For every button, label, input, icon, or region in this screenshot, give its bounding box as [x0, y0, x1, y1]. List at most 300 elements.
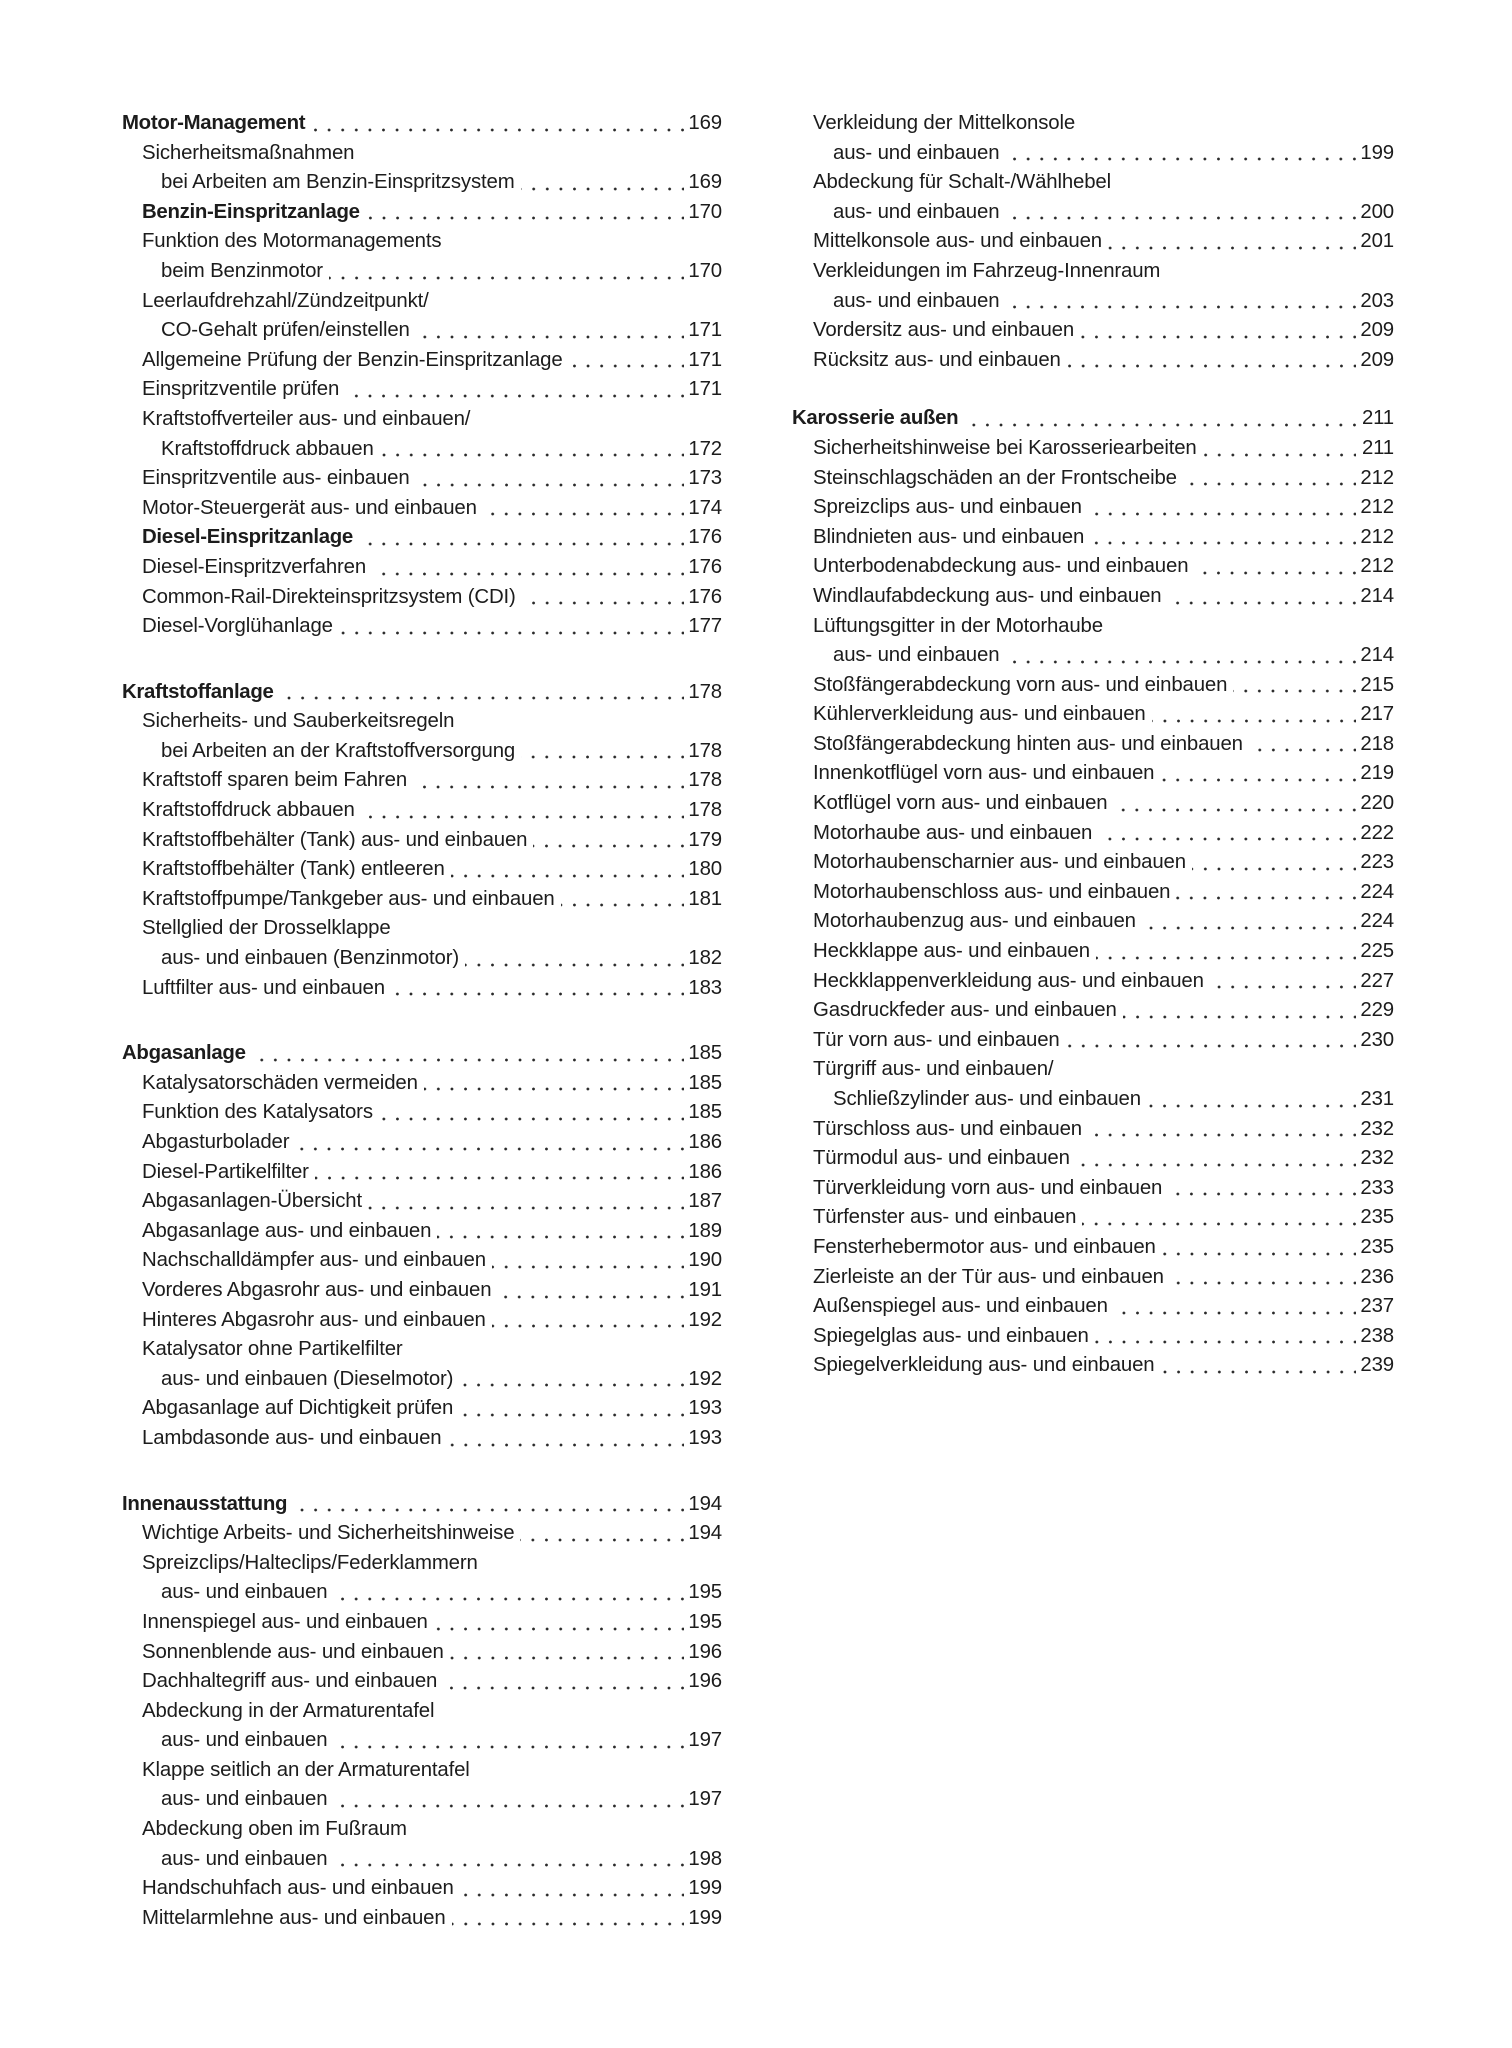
toc-entry-page-number: 233	[1360, 1176, 1394, 1199]
toc-entry-title: Sonnenblende aus- und einbauen	[142, 1638, 450, 1668]
toc-entry[interactable]	[122, 737, 722, 767]
toc-entry[interactable]	[792, 819, 1394, 849]
toc-entry[interactable]	[792, 1085, 1394, 1115]
dot-leader	[1082, 1203, 1356, 1233]
toc-entry-title: aus- und einbauen (Benzinmotor)	[161, 944, 465, 974]
toc-entry[interactable]	[122, 1726, 722, 1756]
toc-entry[interactable]	[122, 707, 722, 737]
toc-entry-page-number: 230	[1360, 1028, 1394, 1051]
toc-entry-title: Kraftstoffpumpe/Tankgeber aus- und einbauen	[142, 885, 561, 915]
toc-entry[interactable]	[792, 346, 1394, 376]
toc-entry-title: Kraftstoffbehälter (Tank) entleeren	[142, 855, 451, 885]
toc-entry-title: Türmodul aus- und einbauen	[813, 1144, 1076, 1174]
toc-entry[interactable]	[122, 287, 722, 317]
dot-leader	[333, 1578, 684, 1608]
toc-entry[interactable]	[122, 494, 722, 524]
toc-entry[interactable]	[792, 759, 1394, 789]
toc-entry-title: Hinteres Abgasrohr aus- und einbauen	[142, 1306, 492, 1336]
dot-leader	[434, 1608, 684, 1638]
toc-entry-title: Verkleidungen im Fahrzeug-Innenraum	[813, 257, 1166, 287]
dot-leader	[1123, 996, 1356, 1026]
toc-entry-page-number: 192	[688, 1308, 722, 1331]
toc-entry[interactable]	[792, 1322, 1394, 1352]
dot-leader	[380, 435, 684, 465]
toc-entry[interactable]	[122, 1638, 722, 1668]
toc-entry[interactable]	[792, 582, 1394, 612]
dot-leader	[521, 737, 684, 767]
toc-entry-page-number: 169	[688, 112, 722, 134]
toc-entry-title: Außenspiegel aus- und einbauen	[813, 1292, 1114, 1322]
toc-entry-page-number: 194	[688, 1522, 722, 1545]
toc-entry-page-number: 209	[1360, 348, 1394, 371]
toc-entry[interactable]	[122, 1578, 722, 1608]
toc-entry[interactable]	[122, 1697, 722, 1727]
toc-entry-title: Diesel-Partikelfilter	[142, 1158, 315, 1188]
toc-entry-page-number: 178	[688, 799, 722, 822]
dot-leader	[1005, 198, 1356, 228]
toc-entry[interactable]	[792, 848, 1394, 878]
toc-section-heading[interactable]	[122, 678, 722, 708]
dot-leader	[520, 1519, 684, 1549]
toc-entry[interactable]	[792, 612, 1394, 642]
toc-entry[interactable]	[122, 885, 722, 915]
toc-entry[interactable]	[122, 1815, 722, 1845]
toc-entry-page-number: 187	[688, 1190, 722, 1213]
toc-entry-page-number: 170	[688, 259, 722, 282]
toc-entry-title: Spreizclips/Halteclips/Federklammern	[142, 1549, 484, 1579]
dot-leader	[1076, 1144, 1356, 1174]
toc-entry[interactable]	[792, 996, 1394, 1026]
toc-entry-title: Kraftstoffdruck abbauen	[161, 435, 380, 465]
toc-entry-page-number: 185	[688, 1071, 722, 1094]
dot-leader	[451, 855, 684, 885]
dot-leader	[345, 375, 684, 405]
dot-leader	[1183, 464, 1356, 494]
toc-entry[interactable]	[122, 974, 722, 1004]
toc-entry[interactable]	[122, 796, 722, 826]
toc-entry[interactable]	[122, 1549, 722, 1579]
toc-entry[interactable]	[122, 1756, 722, 1786]
toc-entry-title: Heckklappe aus- und einbauen	[813, 937, 1096, 967]
toc-entry-page-number: 186	[688, 1131, 722, 1153]
toc-entry-page-number: 196	[688, 1640, 722, 1663]
toc-entry[interactable]	[792, 1026, 1394, 1056]
toc-entry-title: Abdeckung in der Armaturentafel	[142, 1697, 440, 1727]
toc-entry-title: Handschuhfach aus- und einbauen	[142, 1874, 460, 1904]
toc-entry-page-number: 211	[1361, 436, 1394, 459]
toc-entry[interactable]	[792, 937, 1394, 967]
toc-entry[interactable]	[122, 1785, 722, 1815]
toc-entry-page-number: 224	[1360, 880, 1394, 903]
dot-leader	[459, 1394, 684, 1424]
dot-leader	[1088, 493, 1356, 523]
toc-entry-page-number: 195	[688, 1610, 722, 1633]
toc-entry-title: Abgasanlagen-Übersicht	[142, 1187, 368, 1217]
toc-entry[interactable]	[792, 1263, 1394, 1293]
dot-leader	[1170, 1263, 1356, 1293]
toc-entry[interactable]	[792, 967, 1394, 997]
dot-leader	[1114, 1292, 1356, 1322]
toc-entry[interactable]	[792, 789, 1394, 819]
toc-entry-title: Unterbodenabdeckung aus- und einbauen	[813, 552, 1194, 582]
dot-leader	[1249, 730, 1356, 760]
toc-entry-page-number: 195	[688, 1581, 722, 1604]
toc-entry[interactable]	[792, 227, 1394, 257]
dot-leader	[1168, 1174, 1356, 1204]
toc-entry-page-number: 222	[1360, 821, 1394, 844]
toc-entry[interactable]	[122, 1246, 722, 1276]
toc-entry[interactable]	[122, 375, 722, 405]
toc-entry-page-number: 181	[688, 887, 722, 910]
toc-entry-title: Lambdasonde aus- und einbauen	[142, 1424, 448, 1454]
toc-entry-title: Katalysator ohne Partikelfilter	[142, 1335, 409, 1365]
toc-entry-title: Abgasanlage	[122, 1039, 252, 1069]
toc-entry-title: Kraftstoffverteiler aus- und einbauen/	[142, 405, 476, 435]
toc-entry-title: Schließzylinder aus- und einbauen	[833, 1085, 1147, 1115]
dot-leader	[1005, 641, 1356, 671]
toc-entry[interactable]	[122, 1874, 722, 1904]
toc-entry-title: Katalysatorschäden vermeiden	[142, 1069, 424, 1099]
toc-entry[interactable]	[122, 198, 722, 228]
toc-entry-page-number: 235	[1360, 1206, 1394, 1229]
toc-entry[interactable]	[792, 1292, 1394, 1322]
dot-leader	[293, 1490, 684, 1520]
toc-section	[122, 678, 722, 1004]
dot-leader	[450, 1638, 684, 1668]
toc-entry-title: Dachhaltegriff aus- und einbauen	[142, 1667, 443, 1697]
toc-entry[interactable]	[122, 1187, 722, 1217]
toc-entry-title: Vordersitz aus- und einbauen	[813, 316, 1080, 346]
toc-entry-title: aus- und einbauen	[161, 1785, 333, 1815]
toc-entry-title: beim Benzinmotor	[161, 257, 329, 287]
toc-entry[interactable]	[122, 1608, 722, 1638]
toc-entry-page-number: 214	[1360, 644, 1394, 667]
toc-entry-title: Motor-Steuergerät aus- und einbauen	[142, 494, 483, 524]
toc-entry-page-number: 192	[688, 1367, 722, 1390]
dot-leader	[359, 523, 684, 553]
toc-section-heading[interactable]	[122, 1039, 722, 1069]
toc-entry-title: Stoßfängerabdeckung vorn aus- und einbauen	[813, 671, 1233, 701]
toc-entry-title: Allgemeine Prüfung der Benzin-Einspritzanlage	[142, 346, 569, 376]
toc-entry[interactable]	[792, 1233, 1394, 1263]
dot-leader	[333, 1785, 684, 1815]
toc-entry-page-number: 179	[688, 828, 722, 851]
toc-entry-page-number: 198	[688, 1847, 722, 1870]
toc-entry-title: Funktion des Motormanagements	[142, 227, 447, 257]
toc-entry[interactable]	[792, 109, 1394, 139]
toc-entry[interactable]	[792, 1115, 1394, 1145]
dot-leader	[416, 316, 684, 346]
toc-entry-page-number: 178	[688, 739, 722, 762]
toc-entry-page-number: 176	[688, 555, 722, 578]
dot-leader	[295, 1128, 684, 1158]
toc-entry-page-number: 224	[1360, 910, 1394, 933]
toc-entry[interactable]	[122, 1098, 722, 1128]
dot-leader	[1066, 1026, 1356, 1056]
toc-entry[interactable]	[122, 612, 722, 642]
dot-leader	[1090, 523, 1356, 553]
toc-entry[interactable]	[792, 552, 1394, 582]
toc-entry-page-number: 200	[1360, 200, 1394, 223]
dot-leader	[333, 1845, 684, 1875]
toc-entry-title: Klappe seitlich an der Armaturentafel	[142, 1756, 476, 1786]
toc-entry-page-number: 176	[688, 526, 722, 549]
toc-entry-title: Steinschlagschäden an der Frontscheibe	[813, 464, 1183, 494]
dot-leader	[339, 612, 684, 642]
toc-entry[interactable]	[792, 139, 1394, 169]
toc-section	[792, 109, 1394, 375]
toc-section-heading[interactable]	[792, 404, 1394, 434]
toc-entry[interactable]	[792, 1203, 1394, 1233]
toc-entry[interactable]	[122, 826, 722, 856]
dot-leader	[361, 796, 684, 826]
toc-entry-page-number: 196	[688, 1670, 722, 1693]
toc-section-heading[interactable]	[122, 1490, 722, 1520]
toc-section	[122, 1490, 722, 1934]
dot-leader	[443, 1667, 684, 1697]
toc-entry-title: Funktion des Katalysators	[142, 1098, 379, 1128]
toc-entry-title: Einspritzventile aus- einbauen	[142, 464, 416, 494]
toc-entry-page-number: 220	[1360, 792, 1394, 815]
dot-leader	[1152, 700, 1356, 730]
dot-leader	[497, 1276, 684, 1306]
toc-entry[interactable]	[792, 523, 1394, 553]
toc-entry-page-number: 214	[1360, 584, 1394, 607]
toc-entry-title: aus- und einbauen	[161, 1726, 333, 1756]
dot-leader	[533, 826, 684, 856]
toc-entry-title: Nachschalldämpfer aus- und einbauen	[142, 1246, 492, 1276]
toc-entry[interactable]	[122, 1158, 722, 1188]
toc-entry-page-number: 225	[1360, 940, 1394, 963]
toc-entry[interactable]	[122, 1335, 722, 1365]
dot-leader	[465, 944, 684, 974]
toc-entry-title: Abdeckung für Schalt-/Wählhebel	[813, 168, 1117, 198]
toc-entry[interactable]	[792, 878, 1394, 908]
toc-entry-title: Kühlerverkleidung aus- und einbauen	[813, 700, 1152, 730]
toc-entry[interactable]	[792, 316, 1394, 346]
toc-entry-title: Abgasanlage auf Dichtigkeit prüfen	[142, 1394, 459, 1424]
toc-entry-title: Innenausstattung	[122, 1490, 293, 1520]
toc-entry[interactable]	[122, 1128, 722, 1158]
toc-entry-title: Spreizclips aus- und einbauen	[813, 493, 1088, 523]
toc-entry-title: Stoßfängerabdeckung hinten aus- und einbauen	[813, 730, 1249, 760]
toc-entry-title: Mittelkonsole aus- und einbauen	[813, 227, 1108, 257]
toc-entry-title: aus- und einbauen	[833, 287, 1005, 317]
toc-entry[interactable]	[122, 227, 722, 257]
dot-leader	[522, 583, 684, 613]
toc-entry-title: Diesel-Einspritzanlage	[142, 523, 359, 553]
toc-entry-title: bei Arbeiten an der Kraftstoffversorgung	[161, 737, 521, 767]
toc-entry-page-number: 177	[688, 615, 722, 638]
toc-section-heading[interactable]	[122, 109, 722, 139]
toc-entry[interactable]	[122, 855, 722, 885]
dot-leader	[1194, 552, 1356, 582]
toc-entry-title: Türfenster aus- und einbauen	[813, 1203, 1082, 1233]
toc-entry[interactable]	[792, 464, 1394, 494]
dot-leader	[368, 1187, 684, 1217]
toc-entry-title: CO-Gehalt prüfen/einstellen	[161, 316, 416, 346]
dot-leader	[1203, 434, 1356, 464]
toc-entry[interactable]	[792, 257, 1394, 287]
toc-entry-page-number: 217	[1360, 703, 1394, 726]
toc-entry-title: Mittelarmlehne aus- und einbauen	[142, 1904, 452, 1934]
toc-entry[interactable]	[122, 435, 722, 465]
toc-entry-title: Kraftstoff sparen beim Fahren	[142, 766, 413, 796]
dot-leader	[452, 1904, 684, 1934]
dot-leader	[1192, 848, 1356, 878]
toc-entry[interactable]	[122, 523, 722, 553]
dot-leader	[329, 257, 684, 287]
dot-leader	[1176, 878, 1356, 908]
toc-entry[interactable]	[122, 766, 722, 796]
dot-leader	[1161, 1351, 1357, 1381]
toc-entry[interactable]	[792, 434, 1394, 464]
toc-entry-title: Abgasanlage aus- und einbauen	[142, 1217, 437, 1247]
toc-entry-title: Türschloss aus- und einbauen	[813, 1115, 1088, 1145]
toc-entry[interactable]	[792, 1055, 1394, 1085]
toc-entry-page-number: 229	[1360, 999, 1394, 1022]
toc-entry-page-number: 223	[1360, 851, 1394, 874]
toc-entry-title: aus- und einbauen	[161, 1578, 333, 1608]
toc-entry[interactable]	[792, 907, 1394, 937]
dot-leader	[280, 678, 684, 708]
toc-entry-title: bei Arbeiten am Benzin-Einspritzsystem	[161, 168, 521, 198]
dot-leader	[1147, 1085, 1356, 1115]
toc-entry-title: Motor-Management	[122, 109, 311, 139]
toc-entry-page-number: 182	[688, 947, 722, 970]
toc-entry-title: Kraftstoffbehälter (Tank) aus- und einbauen	[142, 826, 533, 856]
toc-entry-page-number: 237	[1360, 1295, 1394, 1318]
dot-leader	[1142, 907, 1356, 937]
toc-section	[792, 404, 1394, 1381]
dot-leader	[483, 494, 684, 524]
toc-entry-page-number: 199	[1360, 141, 1394, 164]
dot-leader	[1098, 819, 1356, 849]
toc-entry[interactable]	[122, 1845, 722, 1875]
toc-entry-title: Vorderes Abgasrohr aus- und einbauen	[142, 1276, 497, 1306]
toc-entry-page-number: 197	[688, 1788, 722, 1811]
dot-leader	[1067, 346, 1356, 376]
dot-leader	[372, 553, 684, 583]
toc-entry[interactable]	[792, 641, 1394, 671]
toc-entry[interactable]	[122, 1217, 722, 1247]
toc-entry[interactable]	[792, 700, 1394, 730]
toc-entry[interactable]	[122, 1394, 722, 1424]
toc-entry-page-number: 169	[688, 171, 722, 194]
dot-leader	[424, 1069, 684, 1099]
toc-entry-page-number: 199	[688, 1906, 722, 1929]
toc-entry-title: Kraftstoffdruck abbauen	[142, 796, 361, 826]
toc-entry-page-number: 171	[688, 319, 722, 342]
toc-entry[interactable]	[792, 493, 1394, 523]
toc-entry-page-number: 176	[688, 585, 722, 608]
toc-entry[interactable]	[122, 1365, 722, 1395]
toc-entry-title: Einspritzventile prüfen	[142, 375, 345, 405]
toc-entry-page-number: 180	[688, 858, 722, 881]
toc-entry-title: Innenkotflügel vorn aus- und einbauen	[813, 759, 1160, 789]
toc-entry[interactable]	[792, 168, 1394, 198]
toc-left-column	[122, 109, 722, 1933]
toc-entry[interactable]	[122, 168, 722, 198]
toc-entry-title: aus- und einbauen	[833, 641, 1005, 671]
toc-right-column	[792, 109, 1394, 1381]
dot-leader	[1005, 287, 1356, 317]
dot-leader	[391, 974, 684, 1004]
toc-entry-page-number: 178	[688, 769, 722, 792]
dot-leader	[459, 1365, 684, 1395]
dot-leader	[460, 1874, 684, 1904]
toc-entry-title: Sicherheits- und Sauberkeitsregeln	[142, 707, 460, 737]
toc-entry-title: Motorhaubenzug aus- und einbauen	[813, 907, 1142, 937]
toc-entry[interactable]	[122, 405, 722, 435]
toc-entry[interactable]	[122, 944, 722, 974]
toc-entry[interactable]	[122, 1276, 722, 1306]
toc-entry[interactable]	[122, 553, 722, 583]
toc-entry[interactable]	[122, 1519, 722, 1549]
toc-entry[interactable]	[792, 671, 1394, 701]
toc-entry-page-number: 185	[688, 1101, 722, 1124]
toc-entry-page-number: 172	[688, 437, 722, 460]
toc-entry-title: Leerlaufdrehzahl/Zündzeitpunkt/	[142, 287, 435, 317]
toc-entry[interactable]	[792, 730, 1394, 760]
dot-leader	[1162, 1233, 1356, 1263]
toc-entry[interactable]	[122, 1424, 722, 1454]
dot-leader	[366, 198, 684, 228]
toc-entry[interactable]	[122, 316, 722, 346]
toc-entry[interactable]	[122, 1069, 722, 1099]
toc-entry[interactable]	[792, 198, 1394, 228]
toc-entry[interactable]	[122, 257, 722, 287]
toc-entry-page-number: 236	[1360, 1265, 1394, 1288]
toc-entry[interactable]	[792, 1351, 1394, 1381]
toc-entry-page-number: 238	[1360, 1324, 1394, 1347]
toc-entry-page-number: 201	[1360, 230, 1394, 253]
toc-entry[interactable]	[122, 914, 722, 944]
toc-entry-title: aus- und einbauen (Dieselmotor)	[161, 1365, 459, 1395]
toc-entry[interactable]	[122, 139, 722, 169]
dot-leader	[413, 766, 684, 796]
toc-entry-page-number: 209	[1360, 319, 1394, 342]
toc-entry-page-number: 218	[1360, 732, 1394, 755]
toc-entry-title: Motorhaubenscharnier aus- und einbauen	[813, 848, 1192, 878]
toc-entry-title: aus- und einbauen	[161, 1845, 333, 1875]
toc-entry-title: Zierleiste an der Tür aus- und einbauen	[813, 1263, 1170, 1293]
toc-section	[122, 109, 722, 642]
toc-entry[interactable]	[122, 1667, 722, 1697]
toc-entry[interactable]	[122, 583, 722, 613]
toc-entry[interactable]	[792, 1174, 1394, 1204]
toc-entry-title: Sicherheitshinweise bei Karosseriearbeiten	[813, 434, 1203, 464]
toc-entry[interactable]	[122, 1306, 722, 1336]
toc-entry-title: Verkleidung der Mittelkonsole	[813, 109, 1081, 139]
toc-entry-title: Abgasturbolader	[142, 1128, 295, 1158]
dot-leader	[1080, 316, 1356, 346]
toc-entry-title: Kotflügel vorn aus- und einbauen	[813, 789, 1113, 819]
toc-entry[interactable]	[122, 464, 722, 494]
toc-entry-page-number: 186	[688, 1160, 722, 1183]
toc-entry-title: Sicherheitsmaßnahmen	[142, 139, 360, 169]
toc-entry[interactable]	[792, 287, 1394, 317]
toc-entry-title: aus- und einbauen	[833, 198, 1005, 228]
toc-entry-page-number: 212	[1360, 555, 1394, 578]
toc-entry[interactable]	[122, 346, 722, 376]
toc-entry[interactable]	[792, 1144, 1394, 1174]
toc-entry-title: Tür vorn aus- und einbauen	[813, 1026, 1066, 1056]
toc-entry-page-number: 199	[688, 1877, 722, 1900]
toc-entry[interactable]	[122, 1904, 722, 1934]
toc-entry-page-number: 190	[688, 1249, 722, 1272]
dot-leader	[1167, 582, 1356, 612]
